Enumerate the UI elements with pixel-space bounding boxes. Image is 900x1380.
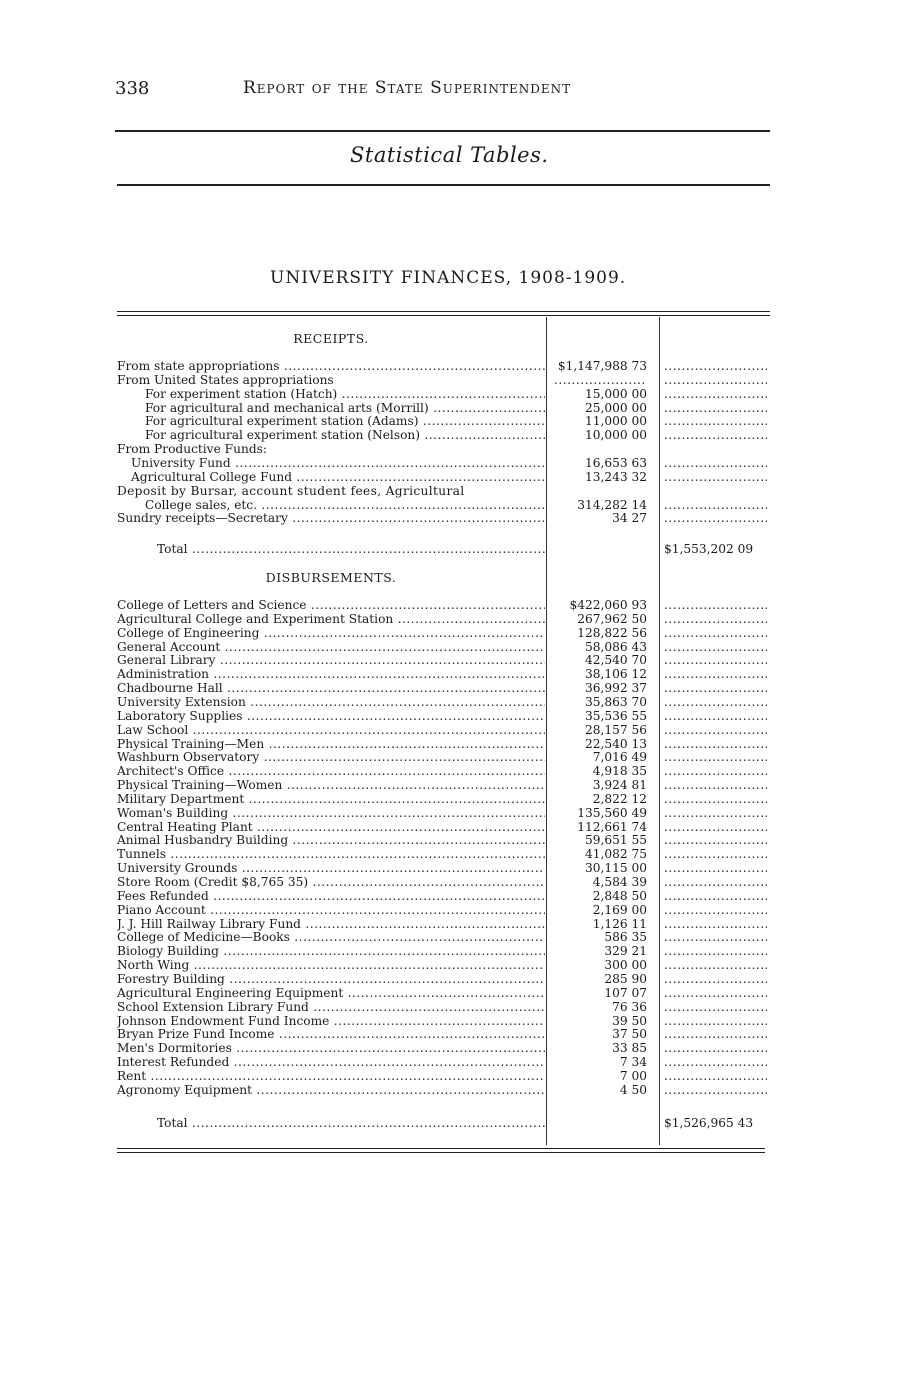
disbursement-amount: 7 00 — [619, 1068, 647, 1083]
receipt-total-cell — [664, 499, 767, 513]
disbursement-total-cell — [664, 765, 767, 779]
disbursement-label — [117, 1015, 545, 1029]
receipt-total-cell — [664, 360, 767, 374]
table-top-rule-2 — [117, 315, 770, 316]
disbursement-amount: 4 50 — [619, 1082, 647, 1097]
disbursement-total-cell — [664, 682, 767, 696]
disbursement-label-text: Agricultural Engineering Equipment — [117, 986, 344, 1000]
disbursement-amount: 7 34 — [619, 1055, 647, 1070]
disbursement-label-text: Johnson Endowment Fund Income — [117, 1014, 330, 1028]
disbursement-total-cell — [664, 641, 767, 655]
disbursement-label-text: Bryan Prize Fund Income — [117, 1028, 275, 1042]
disbursement-label — [117, 765, 545, 779]
disbursement-total-cell — [664, 848, 767, 862]
subtitle-rule — [117, 184, 770, 186]
receipt-amount: 11,000 00 — [584, 414, 647, 429]
running-head: Report of the State Superintendent — [243, 78, 572, 98]
disbursement-row — [117, 834, 767, 848]
disbursement-total-cell — [664, 987, 767, 1001]
disbursement-label — [117, 807, 545, 821]
disbursement-label-text: Store Room (Credit $8,765 35) — [117, 876, 309, 889]
disbursement-total-cell — [664, 1056, 767, 1070]
disbursement-label-text: Physical Training—Men — [117, 737, 265, 751]
disbursement-label-text: College of Medicine—Books — [117, 931, 290, 945]
disbursement-label-text: Fees Refunded — [117, 889, 209, 903]
disbursement-amount: 35,863 70 — [584, 694, 647, 709]
disbursement-label — [117, 834, 545, 848]
disbursement-amount: $422,060 93 — [569, 598, 647, 612]
disbursement-row — [117, 599, 767, 613]
disbursement-total-cell — [664, 890, 767, 904]
receipt-label — [117, 429, 545, 443]
disbursement-total-cell — [664, 613, 767, 627]
disbursement-amount: 7,016 49 — [592, 750, 647, 765]
receipt-row — [117, 499, 767, 513]
receipt-label — [117, 360, 545, 374]
disbursement-total-cell — [664, 793, 767, 807]
disbursement-label-text: Agronomy Equipment — [117, 1083, 253, 1097]
disbursement-total-cell — [664, 779, 767, 793]
disbursement-label-text: Laboratory Supplies — [117, 709, 243, 723]
disbursement-row — [117, 751, 767, 765]
disbursement-label — [117, 696, 545, 710]
disbursement-label — [117, 821, 545, 835]
disbursement-row — [117, 987, 767, 1001]
disbursement-row — [117, 641, 767, 655]
receipt-total-cell — [664, 457, 767, 471]
disbursement-total-cell — [664, 1084, 767, 1098]
receipt-row — [117, 512, 767, 526]
disbursement-amount: 37 50 — [612, 1027, 647, 1042]
disbursement-amount: 128,822 56 — [577, 625, 647, 640]
receipt-label-text: Sundry receipts—Secretary — [117, 512, 288, 526]
disbursement-label — [117, 945, 545, 959]
disbursement-label — [117, 1028, 545, 1042]
disbursement-row — [117, 738, 767, 752]
receipt-total-cell — [664, 374, 767, 388]
disbursement-row — [117, 696, 767, 710]
receipt-row — [117, 374, 767, 388]
disbursement-label-text: Chadbourne Hall — [117, 682, 223, 696]
disbursement-label-text: School Extension Library Fund — [117, 1000, 309, 1014]
disbursement-row — [117, 931, 767, 945]
disbursement-amount: 41,082 75 — [584, 847, 647, 862]
receipt-label-text: From state appropriations — [117, 360, 280, 373]
receipt-row — [117, 457, 767, 471]
disbursement-row — [117, 682, 767, 696]
disbursement-row — [117, 1056, 767, 1070]
receipt-total-cell — [664, 512, 767, 526]
disbursement-total-cell — [664, 862, 767, 876]
disbursement-amount: 267,962 50 — [577, 611, 647, 626]
disbursement-label — [117, 973, 545, 987]
disbursement-label — [117, 751, 545, 765]
receipt-label — [117, 374, 545, 388]
disbursement-row — [117, 862, 767, 876]
disbursement-row — [117, 821, 767, 835]
receipt-amount: 25,000 00 — [584, 400, 647, 415]
disbursement-label-text: J. J. Hill Railway Library Fund — [117, 917, 301, 931]
disbursement-row — [117, 1015, 767, 1029]
disbursements-total-label: Total ..... — [117, 1117, 545, 1131]
receipt-label-text: For agricultural experiment station (Adams) — [145, 415, 419, 429]
receipt-total-cell — [664, 415, 767, 429]
disbursement-label-text: Rent — [117, 1069, 147, 1083]
disbursement-label — [117, 793, 545, 807]
disbursement-row — [117, 890, 767, 904]
disbursement-row — [117, 1001, 767, 1015]
disbursement-total-cell — [664, 973, 767, 987]
disbursements-total-value: $1,526,965 43 — [664, 1117, 754, 1130]
disbursement-label — [117, 848, 545, 862]
disbursement-amount: 22,540 13 — [584, 736, 647, 751]
receipt-label — [117, 512, 545, 526]
disbursement-amount: 58,086 43 — [584, 639, 647, 654]
disbursement-amount: 329 21 — [604, 944, 647, 959]
disbursement-amount: 4,584 39 — [592, 875, 647, 889]
receipt-label-text: University Fund — [131, 456, 231, 470]
disbursement-label-text: Agricultural College and Experiment Station — [117, 612, 394, 626]
disbursement-label-text: Woman's Building — [117, 806, 229, 820]
disbursement-total-cell — [664, 1001, 767, 1015]
disbursement-row — [117, 765, 767, 779]
disbursement-label-text: Forestry Building — [117, 972, 225, 986]
receipt-label-text: Deposit by Bursar, account student fees, Agricultural — [117, 484, 465, 498]
disbursement-total-cell — [664, 904, 767, 918]
receipt-amount: 15,000 00 — [584, 386, 647, 401]
disbursement-amount: 3,924 81 — [592, 778, 647, 793]
disbursement-label — [117, 627, 545, 641]
disbursement-total-cell — [664, 724, 767, 738]
disbursement-amount: 112,661 74 — [577, 819, 647, 834]
disbursement-label-text: Animal Husbandry Building — [117, 834, 289, 848]
disbursement-amount: 4,918 35 — [592, 764, 647, 779]
disbursement-label — [117, 710, 545, 724]
disbursement-label-text: Biology Building — [117, 945, 219, 959]
disbursement-total-cell — [664, 1015, 767, 1029]
receipt-label-text: Agricultural College Fund — [131, 470, 293, 484]
receipt-row — [117, 485, 767, 499]
disbursement-label — [117, 668, 545, 682]
receipt-amount — [554, 374, 644, 388]
page-number: 338 — [115, 78, 150, 99]
disbursement-label — [117, 654, 545, 668]
disbursement-total-cell — [664, 654, 767, 668]
disbursement-total-cell — [664, 1028, 767, 1042]
disbursement-total-cell — [664, 696, 767, 710]
disbursement-label-text: College of Letters and Science — [117, 599, 307, 612]
disbursement-total-cell — [664, 1070, 767, 1084]
disbursement-label-text: Piano Account — [117, 903, 206, 917]
disbursement-label — [117, 599, 545, 613]
receipt-total-cell — [664, 388, 767, 402]
table-title: UNIVERSITY FINANCES, 1908-1909. — [270, 268, 627, 288]
disbursement-row — [117, 807, 767, 821]
table-top-rule — [117, 311, 770, 312]
disbursement-total-cell — [664, 738, 767, 752]
disbursement-label — [117, 876, 545, 890]
disbursement-label — [117, 918, 545, 932]
disbursement-label-text: Military Department — [117, 792, 245, 806]
receipt-label — [117, 443, 545, 457]
disbursement-label — [117, 904, 545, 918]
receipt-label-text: From United States appropriations — [117, 373, 334, 387]
disbursement-label — [117, 890, 545, 904]
receipt-total-cell — [664, 471, 767, 485]
disbursement-amount: 38,106 12 — [584, 667, 647, 682]
section-title: Statistical Tables. — [350, 143, 549, 167]
disbursement-row — [117, 779, 767, 793]
receipt-row — [117, 429, 767, 443]
disbursement-total-cell — [664, 918, 767, 932]
disbursement-total-cell — [664, 807, 767, 821]
disbursement-label — [117, 682, 545, 696]
disbursement-row — [117, 973, 767, 987]
disbursement-total-cell — [664, 627, 767, 641]
disbursement-row — [117, 959, 767, 973]
disbursement-amount: 2,848 50 — [592, 888, 647, 903]
disbursement-amount: 2,822 12 — [592, 791, 647, 806]
disbursement-amount: 300 00 — [604, 958, 647, 973]
disbursement-label-text: North Wing — [117, 959, 190, 973]
receipt-total-cell — [664, 429, 767, 443]
receipts-heading: RECEIPTS. — [293, 331, 369, 346]
disbursement-amount: 42,540 70 — [584, 653, 647, 668]
receipt-total-cell — [664, 402, 767, 416]
receipt-amount: 16,653 63 — [584, 455, 647, 470]
disbursement-total-cell — [664, 668, 767, 682]
disbursement-total-cell — [664, 821, 767, 835]
disbursement-label — [117, 1070, 545, 1084]
disbursement-label — [117, 1042, 545, 1056]
disbursement-label-text: Tunnels — [117, 848, 167, 862]
disbursement-row — [117, 627, 767, 641]
receipts-total-label: Total ..... — [117, 543, 545, 557]
disbursement-amount: 107 07 — [604, 985, 647, 1000]
receipt-label-text: College sales, etc. — [145, 498, 258, 512]
disbursement-label — [117, 641, 545, 655]
disbursement-amount: 36,992 37 — [584, 681, 647, 696]
receipt-amount: $1,147,988 73 — [557, 359, 647, 373]
disbursement-label — [117, 987, 545, 1001]
disbursement-row — [117, 668, 767, 682]
receipt-row — [117, 402, 767, 416]
disbursement-label-text: Men's Dormitories — [117, 1042, 232, 1056]
receipt-label-text: For agricultural and mechanical arts (Morrill) — [145, 401, 429, 415]
receipt-amount: 314,282 14 — [577, 497, 647, 512]
disbursement-amount: 28,157 56 — [584, 722, 647, 737]
disbursement-total-cell — [664, 1042, 767, 1056]
disbursement-amount: 39 50 — [612, 1013, 647, 1028]
disbursement-total-cell — [664, 834, 767, 848]
disbursement-amount: 1,126 11 — [592, 916, 647, 931]
disbursement-label-text: Washburn Observatory — [117, 751, 260, 765]
disbursement-row — [117, 654, 767, 668]
disbursement-label-text: College of Engineering — [117, 626, 260, 640]
disbursement-label — [117, 931, 545, 945]
receipt-label — [117, 499, 545, 513]
disbursement-amount: 30,115 00 — [584, 861, 647, 876]
disbursement-row — [117, 710, 767, 724]
disbursement-row — [117, 1070, 767, 1084]
receipt-amount: 10,000 00 — [584, 428, 647, 443]
receipt-label — [117, 471, 545, 485]
receipt-row — [117, 443, 767, 457]
disbursement-amount: 586 35 — [604, 930, 647, 945]
disbursement-label — [117, 1056, 545, 1070]
receipt-amount: 13,243 32 — [584, 469, 647, 484]
disbursement-amount: 285 90 — [604, 971, 647, 986]
receipt-label-text: From Productive Funds: — [117, 443, 267, 457]
disbursement-label-text: Central Heating Plant — [117, 820, 253, 834]
disbursement-label-text: Architect's Office — [117, 765, 225, 779]
receipt-label — [117, 388, 545, 402]
receipt-row — [117, 360, 767, 374]
receipt-label — [117, 485, 545, 499]
disbursement-total-cell — [664, 751, 767, 765]
disbursement-label-text: Interest Refunded — [117, 1056, 230, 1070]
disbursement-total-cell — [664, 599, 767, 613]
disbursement-row — [117, 848, 767, 862]
disbursement-amount: 135,560 49 — [577, 805, 647, 820]
disbursement-label-text: General Account — [117, 640, 221, 654]
disbursement-row — [117, 918, 767, 932]
receipts-total-value: $1,553,202 09 — [664, 543, 754, 556]
disbursement-total-cell — [664, 931, 767, 945]
disbursement-label-text: Physical Training—Women — [117, 779, 283, 793]
disbursement-label — [117, 959, 545, 973]
disbursement-row — [117, 1084, 767, 1098]
table-bottom-rule — [117, 1148, 765, 1149]
receipt-label — [117, 457, 545, 471]
disbursement-row — [117, 876, 767, 890]
disbursement-label — [117, 862, 545, 876]
disbursement-total-cell — [664, 876, 767, 890]
receipt-label — [117, 415, 545, 429]
receipt-label-text: For agricultural experiment station (Nelson) — [145, 429, 421, 443]
disbursement-amount: 76 36 — [612, 999, 647, 1014]
disbursement-label-text: Administration — [117, 668, 210, 682]
disbursement-amount: 59,651 55 — [584, 833, 647, 848]
receipt-row — [117, 415, 767, 429]
disbursement-amount: 35,536 55 — [584, 708, 647, 723]
receipt-label-text: For experiment station (Hatch) — [145, 387, 338, 401]
receipt-row — [117, 388, 767, 402]
receipts-total-row — [117, 543, 767, 557]
disbursement-row — [117, 793, 767, 807]
disbursement-amount: 33 85 — [612, 1041, 647, 1056]
table-bottom-rule-2 — [117, 1152, 765, 1153]
disbursement-total-cell — [664, 945, 767, 959]
disbursement-label-text: University Grounds — [117, 862, 238, 876]
disbursement-row — [117, 945, 767, 959]
disbursement-label — [117, 738, 545, 752]
disbursement-row — [117, 613, 767, 627]
disbursement-row — [117, 904, 767, 918]
disbursement-label — [117, 724, 545, 738]
disbursement-label-text: General Library — [117, 654, 216, 668]
disbursement-total-cell — [664, 959, 767, 973]
disbursements-heading: DISBURSEMENTS. — [265, 570, 397, 585]
receipt-row — [117, 471, 767, 485]
disbursement-label-text: Law School — [117, 723, 189, 737]
disbursement-total-cell — [664, 710, 767, 724]
disbursement-label — [117, 1084, 545, 1098]
disbursement-amount: 2,169 00 — [592, 902, 647, 917]
disbursement-row — [117, 1028, 767, 1042]
disbursements-total-row — [117, 1117, 767, 1131]
receipt-label — [117, 402, 545, 416]
disbursement-row — [117, 724, 767, 738]
disbursement-label — [117, 1001, 545, 1015]
top-rule — [115, 130, 770, 132]
disbursement-row — [117, 1042, 767, 1056]
disbursement-label — [117, 613, 545, 627]
disbursement-label — [117, 779, 545, 793]
disbursement-label-text: University Extension — [117, 695, 246, 709]
receipt-amount: 34 27 — [612, 511, 647, 526]
